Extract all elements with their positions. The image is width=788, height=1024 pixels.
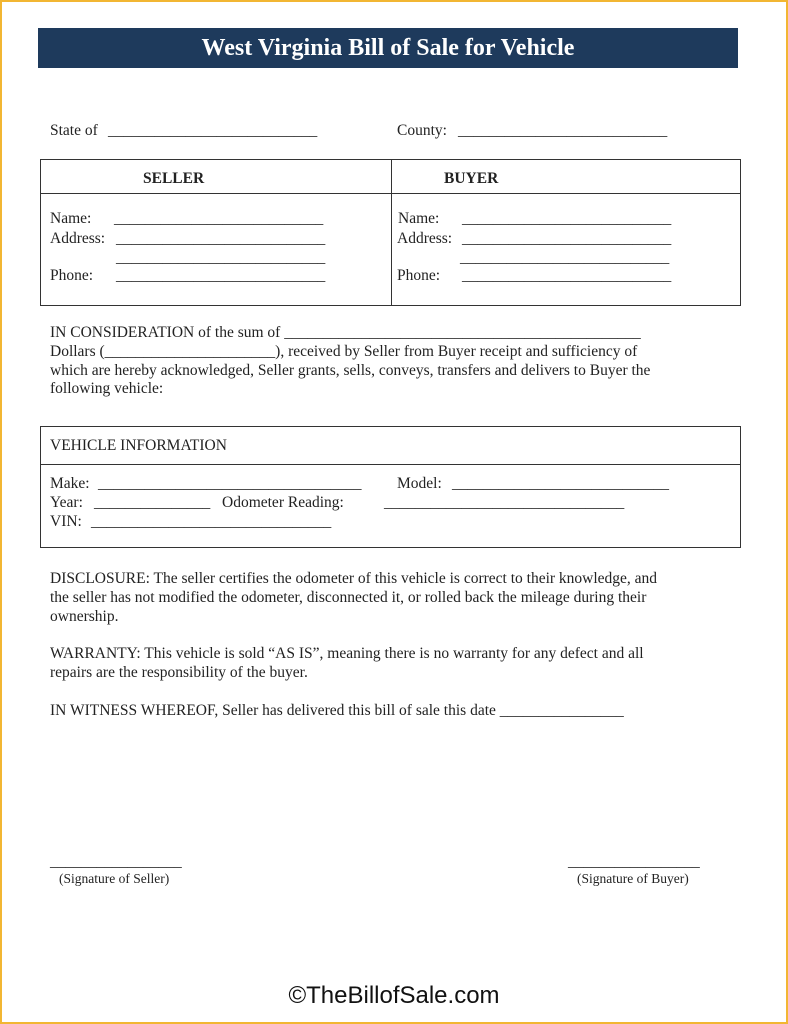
consideration-line-4: following vehicle: (50, 380, 164, 398)
buyer-name-field[interactable]: ___________________________ (462, 210, 672, 227)
model-label: Model: (397, 475, 442, 492)
state-field[interactable]: ___________________________ (108, 122, 318, 139)
vin-field[interactable]: _______________________________ (91, 513, 332, 530)
warranty-line-2: repairs are the responsibility of the buyer. (50, 663, 308, 681)
warranty-line-1: WARRANTY: This vehicle is sold “AS IS”, meaning there is no warranty for any defect and all (50, 645, 644, 662)
county-field[interactable]: ___________________________ (458, 122, 668, 139)
seller-signature-line[interactable]: _________________ (50, 853, 182, 870)
consideration-line-1: IN CONSIDERATION of the sum of ______________________________________________ (50, 324, 641, 341)
seller-address-label: Address: (50, 230, 106, 247)
seller-phone-label: Phone: (50, 267, 94, 284)
buyer-address-label: Address: (397, 230, 453, 247)
buyer-phone-label: Phone: (397, 267, 441, 284)
seller-phone-field[interactable]: ___________________________ (116, 267, 326, 284)
model-field[interactable]: ____________________________ (452, 475, 669, 492)
seller-name-field[interactable]: ___________________________ (114, 210, 324, 227)
odometer-label: Odometer Reading: (222, 494, 344, 511)
seller-signature-label: (Signature of Seller) (59, 871, 170, 886)
make-field[interactable]: __________________________________ (98, 475, 362, 492)
consideration-line-3: which are hereby acknowledged, Seller grants, sells, conveys, transfers and delivers to Buyer the (50, 361, 651, 379)
seller-name-label: Name: (50, 210, 92, 227)
odometer-field[interactable]: _______________________________ (384, 494, 625, 511)
seller-address-field[interactable]: ___________________________ (116, 230, 326, 247)
buyer-signature-label: (Signature of Buyer) (577, 871, 689, 886)
consideration-paragraph (50, 324, 750, 399)
make-label: Make: (50, 475, 90, 492)
county-label: County: (397, 122, 447, 139)
copyright-footer: ©TheBillofSale.com (288, 982, 500, 1009)
disclosure-line-2: the seller has not modified the odometer, disconnected it, or rolled back the mileage during their (50, 588, 647, 606)
disclosure-paragraph (50, 570, 750, 626)
buyer-address-field[interactable]: ___________________________ (462, 230, 672, 247)
buyer-heading: BUYER (444, 170, 499, 187)
consideration-line-2: Dollars (______________________), received by Seller from Buyer receipt and sufficiency of (50, 342, 638, 360)
buyer-phone-field[interactable]: ___________________________ (462, 267, 672, 284)
buyer-name-label: Name: (398, 210, 440, 227)
buyer-signature-line[interactable]: _________________ (568, 853, 700, 870)
parties-divider (391, 159, 392, 306)
vin-label: VIN: (50, 513, 82, 530)
parties-header-rule (40, 193, 741, 194)
buyer-address-field-2[interactable]: ___________________________ (460, 249, 670, 266)
document-title: West Virginia Bill of Sale for Vehicle (38, 28, 738, 68)
year-label: Year: (50, 494, 83, 511)
seller-address-field-2[interactable]: ___________________________ (116, 249, 326, 266)
disclosure-line-3: ownership. (50, 607, 119, 625)
warranty-paragraph (50, 645, 750, 683)
witness-statement: IN WITNESS WHEREOF, Seller has delivered this bill of sale this date ________________ (50, 702, 624, 719)
vehicle-header-rule (40, 464, 741, 465)
vehicle-info-heading: VEHICLE INFORMATION (50, 437, 227, 454)
year-field[interactable]: _______________ (94, 494, 211, 511)
state-label: State of (50, 122, 98, 139)
seller-heading: SELLER (143, 170, 205, 187)
disclosure-line-1: DISCLOSURE: The seller certifies the odometer of this vehicle is correct to their knowledge, and (50, 570, 658, 587)
